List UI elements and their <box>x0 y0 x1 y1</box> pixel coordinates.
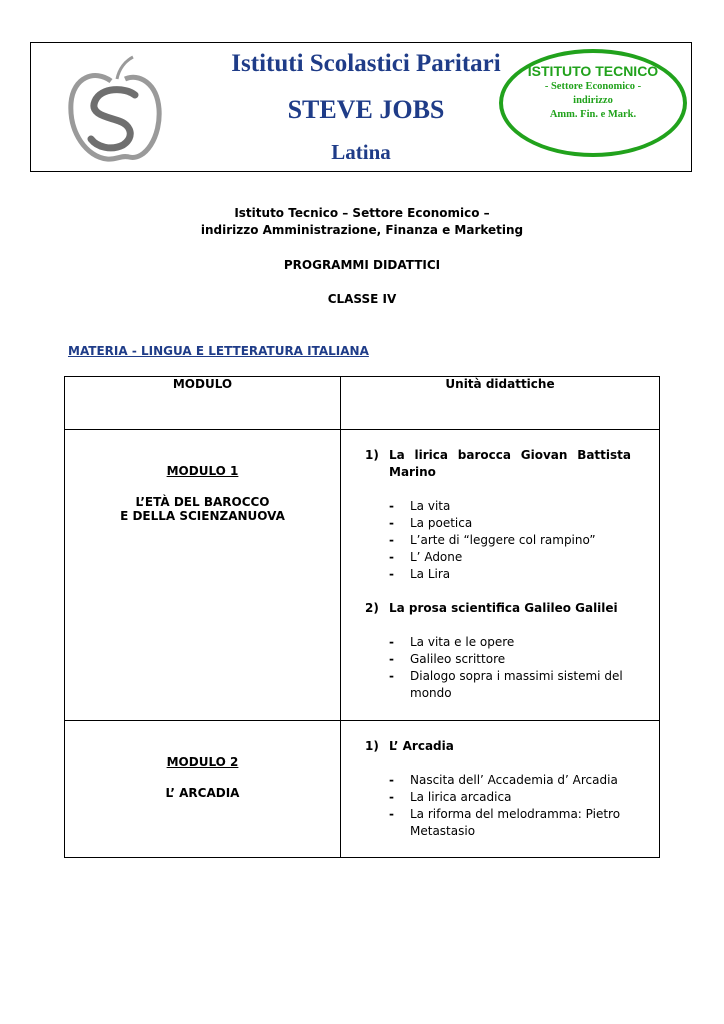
list-item <box>389 532 631 549</box>
topic-text: La poetica <box>410 516 473 530</box>
doc-heading-line2: indirizzo Amministrazione, Finanza e Marketing <box>200 223 524 237</box>
topic-text: La riforma del melodramma: Pietro Metastasio <box>410 807 621 838</box>
unit-number: 1) <box>365 739 379 753</box>
unit-topics-list <box>365 498 631 583</box>
list-item <box>389 806 631 840</box>
dash-bullet: - <box>389 669 394 683</box>
dash-bullet: - <box>389 550 394 564</box>
list-item <box>389 515 631 532</box>
list-item <box>389 566 631 583</box>
unit-title <box>365 600 631 617</box>
list-item <box>389 651 631 668</box>
dash-bullet: - <box>389 533 394 547</box>
topic-text: La vita <box>410 499 451 513</box>
module-cell <box>65 721 341 858</box>
dash-bullet: - <box>389 790 394 804</box>
topic-text: L’arte di “leggere col rampino” <box>410 533 596 547</box>
list-item <box>389 634 631 651</box>
badge-course: Amm. Fin. e Mark. <box>549 109 637 120</box>
dash-bullet: - <box>389 499 394 513</box>
unit-title <box>365 447 631 481</box>
units-cell <box>341 430 660 721</box>
dash-bullet: - <box>389 567 394 581</box>
topic-text: Galileo scrittore <box>410 652 506 666</box>
school-name: STEVE JOBS <box>287 95 445 124</box>
unit-topics-list <box>365 772 631 840</box>
list-item <box>389 549 631 566</box>
module-number: MODULO 1 <box>166 464 239 478</box>
dash-bullet: - <box>389 652 394 666</box>
topic-text: La lirica arcadica <box>410 790 512 804</box>
doc-programs-title: PROGRAMMI DIDATTICI <box>283 258 441 272</box>
topic-text: Dialogo sopra i massimi sistemi del mondo <box>410 669 623 700</box>
dash-bullet: - <box>389 807 394 821</box>
dash-bullet: - <box>389 773 394 787</box>
list-item <box>389 772 631 789</box>
school-title: Istituti Scolastici Paritari <box>231 50 501 77</box>
subject-title: MATERIA - LINGUA E LETTERATURA ITALIANA <box>68 344 369 358</box>
unit-title-text: L’ Arcadia <box>389 739 454 753</box>
module-cell <box>65 430 341 721</box>
topic-text: La Lira <box>410 567 451 581</box>
list-item <box>389 789 631 806</box>
module-number: MODULO 2 <box>166 755 239 769</box>
school-header <box>30 42 692 172</box>
unit-number: 1) <box>365 448 379 462</box>
doc-heading-line1: Istituto Tecnico – Settore Economico – <box>234 206 490 220</box>
topic-text: La vita e le opere <box>410 635 515 649</box>
badge-sector: - Settore Economico - <box>544 81 642 92</box>
unit-topics-list <box>365 634 631 702</box>
doc-class-title: CLASSE IV <box>327 292 397 306</box>
table-row <box>65 430 660 721</box>
badge-title: ISTITUTO TECNICO <box>527 63 659 79</box>
unit-title <box>365 738 631 755</box>
module-name-line1: L’ ARCADIA <box>165 786 240 800</box>
table-header-row <box>65 377 660 430</box>
dash-bullet: - <box>389 635 394 649</box>
badge-address: indirizzo <box>573 95 613 106</box>
apple-s-logo-icon <box>65 51 165 167</box>
module-name-line2: E DELLA SCIENZANUOVA <box>120 509 285 523</box>
topic-text: L’ Adone <box>410 550 463 564</box>
module-name-line1: L’ETÀ DEL BAROCCO <box>135 495 270 509</box>
program-table <box>64 376 660 858</box>
table-row <box>65 721 660 858</box>
unit-title-text: La lirica barocca Giovan Battista Marino <box>389 448 631 479</box>
list-item <box>389 498 631 515</box>
list-item <box>389 668 631 702</box>
units-cell <box>341 721 660 858</box>
module-column-header: MODULO <box>65 377 341 430</box>
units-column-header: Unità didattiche <box>341 377 660 430</box>
unit-title-text: La prosa scientifica Galileo Galilei <box>389 601 618 615</box>
topic-text: Nascita dell’ Accademia d’ Arcadia <box>410 773 618 787</box>
unit-number: 2) <box>365 601 379 615</box>
dash-bullet: - <box>389 516 394 530</box>
institute-badge <box>499 49 687 157</box>
school-city: Latina <box>331 140 391 164</box>
